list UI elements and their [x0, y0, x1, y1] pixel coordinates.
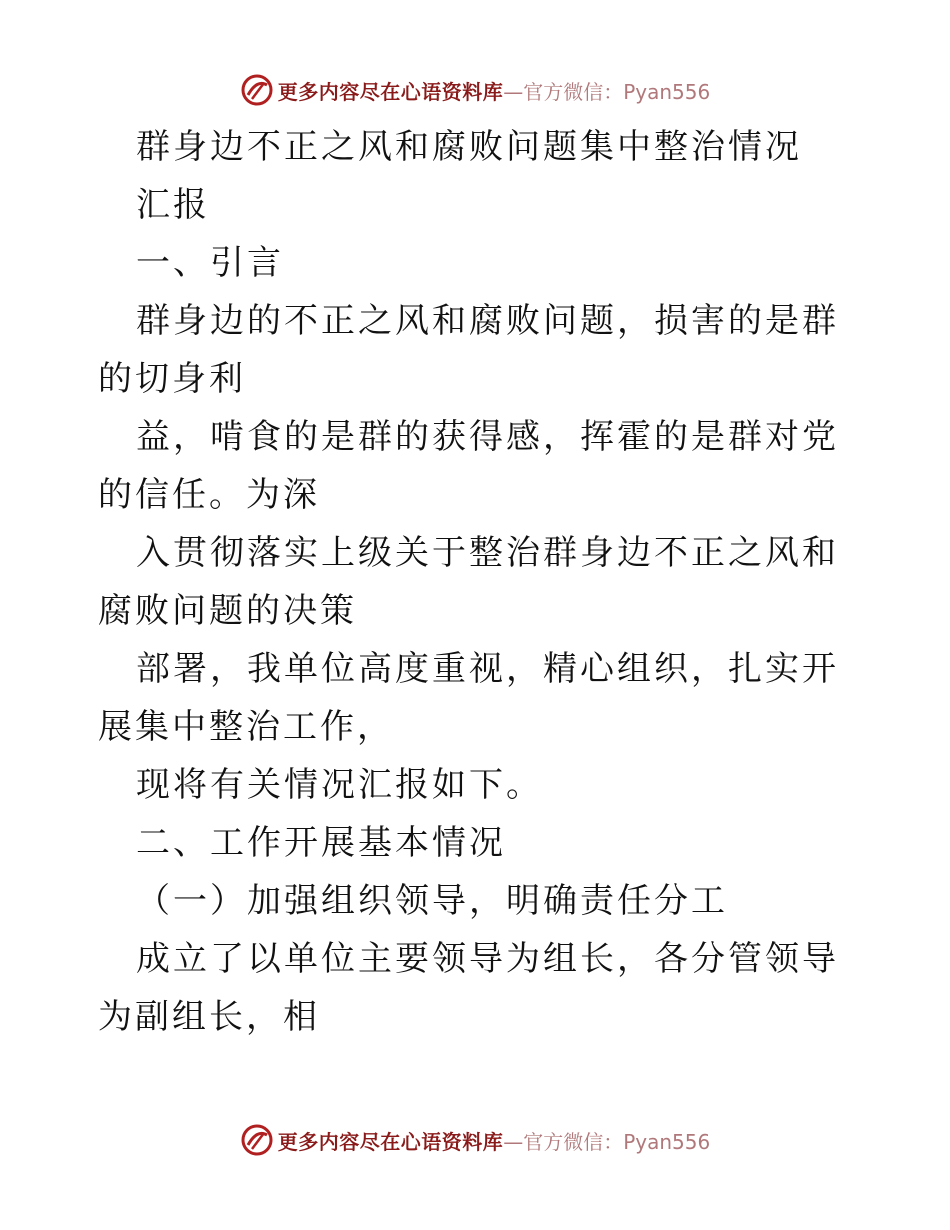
- banner-text: 更多内容尽在心语资料库: [277, 1129, 504, 1154]
- footer-banner: [0, 1120, 950, 1160]
- doc-title-cont: 汇报: [136, 185, 210, 225]
- paragraph: 现将有关情况汇报如下。: [136, 765, 543, 805]
- paragraph: 益，啃食的是群的获得感，挥霍的是群对党的信任。为深: [98, 417, 839, 515]
- banner-suffix: —官方微信：Pyan556: [503, 1129, 711, 1154]
- logo-icon: [240, 73, 274, 107]
- paragraph: 入贯彻落实上级关于整治群身边不正之风和腐败问题的决策: [98, 533, 839, 631]
- banner-text: 更多内容尽在心语资料库: [277, 79, 504, 104]
- paragraph: 部署，我单位高度重视，精心组织，扎实开展集中整治工作，: [98, 649, 839, 747]
- subsection-heading: （一）加强组织领导，明确责任分工: [136, 881, 728, 921]
- document-body: [98, 118, 858, 1046]
- banner-suffix: —官方微信：Pyan556: [503, 79, 711, 104]
- paragraph: 成立了以单位主要领导为组长，各分管领导为副组长，相: [98, 939, 839, 1037]
- doc-title: 群身边不正之风和腐败问题集中整治情况: [136, 127, 802, 167]
- section-heading: 一、引言: [136, 243, 284, 283]
- paragraph: 群身边的不正之风和腐败问题，损害的是群的切身利: [98, 301, 839, 399]
- section-heading: 二、工作开展基本情况: [136, 823, 506, 863]
- logo-icon: [240, 1123, 274, 1157]
- header-banner: [0, 70, 950, 110]
